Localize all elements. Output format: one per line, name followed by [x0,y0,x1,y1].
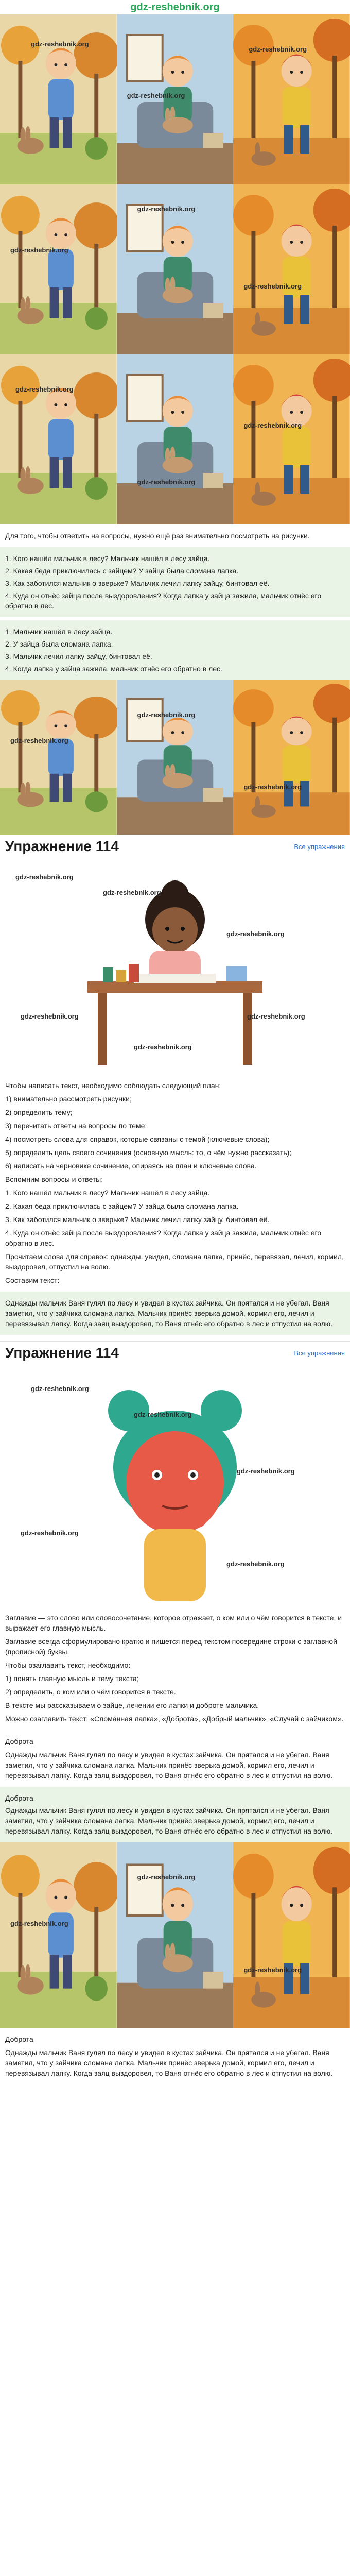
qa-item: 2. Какая беда приключилась с зайцем? У зайца была сломана лапка. [5,567,239,575]
watermark: gdz-reshebnik.org [226,930,285,938]
watermark: gdz-reshebnik.org [247,1012,305,1020]
panel-forest [0,354,117,524]
panel-home [117,680,234,835]
watermark: gdz-reshebnik.org [134,1411,192,1418]
story-title: Доброта [5,1737,33,1745]
panel-forest [0,184,117,354]
story-text: Однажды мальчик Ваня гулял по лесу и увидел в кустах зайчика. Он прятался и не убегал. Ваня заметил, что у зайчика сломана лапка. Мальчик принёс зверька домой, кормил его, лечил и перевязывал лапку. Когда заяц выздоровел, то Ваня отнёс его обратно в лес и отпустил на волю. [5,1299,333,1328]
story-text: Однажды мальчик Ваня гулял по лесу и увидел в кустах зайчика. Он прятался и не убегал. Ваня заметил, что у зайчика сломана лапка. Мальчик принёс зверька домой, кормил его, лечил и перевязывал лапку. Когда заяц выздоровел, то Ваня отнёс его обратно в лес и отпустил на волю. [5,1806,333,1835]
watermark: gdz-reshebnik.org [243,421,302,429]
exercise-title: Упражнение 114 [5,838,119,854]
all-exercises-link[interactable]: Все упражнения [294,842,345,851]
answer-item: 1. Мальчик нашёл в лесу зайца. [5,628,113,636]
panel-autumn [233,354,350,524]
illustration-row-1 [0,14,350,184]
story-title: Доброта [5,2035,33,2043]
watermark: gdz-reshebnik.org [226,1560,285,1568]
watermark: gdz-reshebnik.org [21,1012,79,1020]
answer-item: 3. Мальчик лечил лапку зайцу, бинтовал её. [5,652,152,660]
forest-illustration [0,184,117,354]
plan-step: 3) перечитать ответы на вопросы по теме; [5,1122,147,1130]
story-block-4 [0,2028,350,2084]
illustration-row-2 [0,184,350,354]
watermark: gdz-reshebnik.org [137,478,196,486]
exercise-header [0,835,350,858]
qa2-item: 2. Какая беда приключилась с зайцем? У зайца была сломана лапка. [5,1202,239,1210]
intro-paragraph: Для того, чтобы ответить на вопросы, нужно ещё раз внимательно посмотреть на рисунки. [5,532,310,540]
watermark: gdz-reshebnik.org [10,246,68,254]
answer-item: 4. Когда лапка у зайца зажила, мальчик отнёс его обратно в лес. [5,665,222,673]
autumn-illustration [233,680,350,835]
plan-step: 4) посмотреть слова для справок, которые связаны с темой (ключевые слова); [5,1135,270,1143]
home-illustration [117,14,234,184]
panel-autumn [233,184,350,354]
panel-autumn [233,680,350,835]
home-illustration [117,1842,234,2028]
watermark: gdz-reshebnik.org [137,205,196,213]
theory-step: 1) понять главную мысль и тему текста; [5,1674,139,1683]
words-for-reference: Прочитаем слова для справок: однажды, увидел, сломана лапка, принёс, перевязал, лечил, кормил, выздоровел, отпустил на волю. [5,1252,344,1271]
plan-step: 5) определить цель своего сочинения (основную мысль: то, о чём нужно рассказать); [5,1148,292,1157]
plan-text [0,1074,350,1292]
panel-home [117,354,234,524]
illustration-row-5 [0,1842,350,2028]
watermark: gdz-reshebnik.org [15,873,74,881]
forest-illustration [0,1842,117,2028]
autumn-illustration [233,184,350,354]
story-block-1 [0,1292,350,1335]
story-text: Однажды мальчик Ваня гулял по лесу и увидел в кустах зайчика. Он прятался и не убегал. Ваня заметил, что у зайчика сломана лапка. Мальчик принёс зверька домой, кормил его, лечил и перевязывал лапку. Когда заяц выздоровел, то Ваня отнёс его обратно в лес и отпустил на волю. [5,2048,333,2077]
intro-text [0,524,350,547]
panel-forest [0,1842,117,2028]
watermark: gdz-reshebnik.org [31,40,89,48]
theory-step: 2) определить, о ком или о чём говорится в тексте. [5,1688,176,1696]
illustration-row-3 [0,354,350,524]
story-block-2 [0,1730,350,1787]
theory-paragraph: Чтобы озаглавить текст, необходимо: [5,1661,131,1669]
watermark: gdz-reshebnik.org [134,1043,192,1051]
qa2-item: 3. Как заботился мальчик о зверьке? Мальчик лечил лапку зайцу, бинтовал её. [5,1215,270,1224]
autumn-illustration [233,14,350,184]
exercise-header [0,1341,350,1364]
illustration-row-4 [0,680,350,835]
watermark: gdz-reshebnik.org [249,45,307,53]
panel-home [117,184,234,354]
theory-paragraph: Заглавие — это слово или словосочетание, которое отражает, о ком или о чём говорится в тексте, и выражает его главную мысль. [5,1614,342,1632]
watermark: gdz-reshebnik.org [243,1966,302,1974]
story-text: Однажды мальчик Ваня гулял по лесу и увидел в кустах зайчика. Он прятался и не убегал. Ваня заметил, что у зайчика сломана лапка. Мальчик принёс зверька домой, кормил его, лечил и перевязывал лапку. Когда заяц выздоровел, то Ваня отнёс его обратно в лес и отпустил на волю. [5,1751,333,1780]
plan-step: Вспомним вопросы и ответы: [5,1175,103,1183]
qa2-item: 4. Куда он отнёс зайца после выздоровления? Когда лапка у зайца зажила, мальчик отнёс его обратно в лес. [5,1229,322,1247]
forest-illustration [0,680,117,835]
site-title[interactable]: gdz-reshebnik.org [130,1,220,13]
theory-paragraph: Можно озаглавить текст: «Сломанная лапка», «Доброта», «Добрый мальчик», «Случай с зайчиком». [5,1715,344,1723]
panel-autumn [233,1842,350,2028]
plan-step: 1) внимательно рассмотреть рисунки; [5,1095,132,1103]
plan-step: 6) написать на черновике сочинение, опираясь на план и ключевые слова. [5,1162,257,1170]
story-block-3 [0,1787,350,1842]
title-theory [0,1606,350,1730]
watermark: gdz-reshebnik.org [137,1873,196,1881]
answer-item: 2. У зайца была сломана лапка. [5,640,113,648]
answers-list [0,620,350,680]
watermark: gdz-reshebnik.org [15,385,74,393]
watermark: gdz-reshebnik.org [243,783,302,791]
thinking-girl-image [0,1364,350,1606]
theory-paragraph: Заглавие всегда сформулировано кратко и пишется перед текстом посередине строки с заглавной (прописной) буквы. [5,1637,337,1656]
watermark: gdz-reshebnik.org [21,1529,79,1537]
autumn-illustration [233,354,350,524]
watermark: gdz-reshebnik.org [127,92,185,99]
qa2-item: 1. Кого нашёл мальчик в лесу? Мальчик нашёл в лесу зайца. [5,1189,210,1197]
all-exercises-link[interactable]: Все упражнения [294,1349,345,1357]
plan-step: 2) определить тему; [5,1108,73,1116]
watermark: gdz-reshebnik.org [31,1385,89,1393]
girl-desk-image [0,858,350,1074]
watermark: gdz-reshebnik.org [103,889,161,896]
watermark: gdz-reshebnik.org [10,1920,68,1927]
story-label: Составим текст: [5,1276,60,1284]
watermark: gdz-reshebnik.org [237,1467,295,1475]
home-illustration [117,354,234,524]
watermark: gdz-reshebnik.org [137,711,196,719]
exercise-title: Упражнение 114 [5,1345,119,1361]
panel-forest [0,680,117,835]
girl-desk-illustration [0,858,350,1074]
forest-illustration [0,354,117,524]
story-title: Доброта [5,1794,33,1802]
panel-home [117,14,234,184]
qa-item: 3. Как заботился мальчик о зверьке? Мальчик лечил лапку зайцу, бинтовал её. [5,579,270,587]
qa-item: 4. Куда он отнёс зайца после выздоровления? Когда лапка у зайца зажила, мальчик отнёс его обратно в лес. [5,591,322,610]
questions-answers-1 [0,547,350,617]
qa-item: 1. Кого нашёл мальчик в лесу? Мальчик нашёл в лесу зайца. [5,554,210,563]
panel-forest [0,14,117,184]
plan-intro: Чтобы написать текст, необходимо соблюдать следующий план: [5,1081,221,1090]
home-illustration [117,680,234,835]
panel-home [117,1842,234,2028]
theory-paragraph: В тексте мы рассказываем о зайце, лечении его лапки и доброте мальчика. [5,1701,259,1709]
watermark: gdz-reshebnik.org [243,282,302,290]
watermark: gdz-reshebnik.org [10,737,68,744]
thinking-girl-illustration [0,1364,350,1606]
panel-autumn [233,14,350,184]
autumn-illustration [233,1842,350,2028]
